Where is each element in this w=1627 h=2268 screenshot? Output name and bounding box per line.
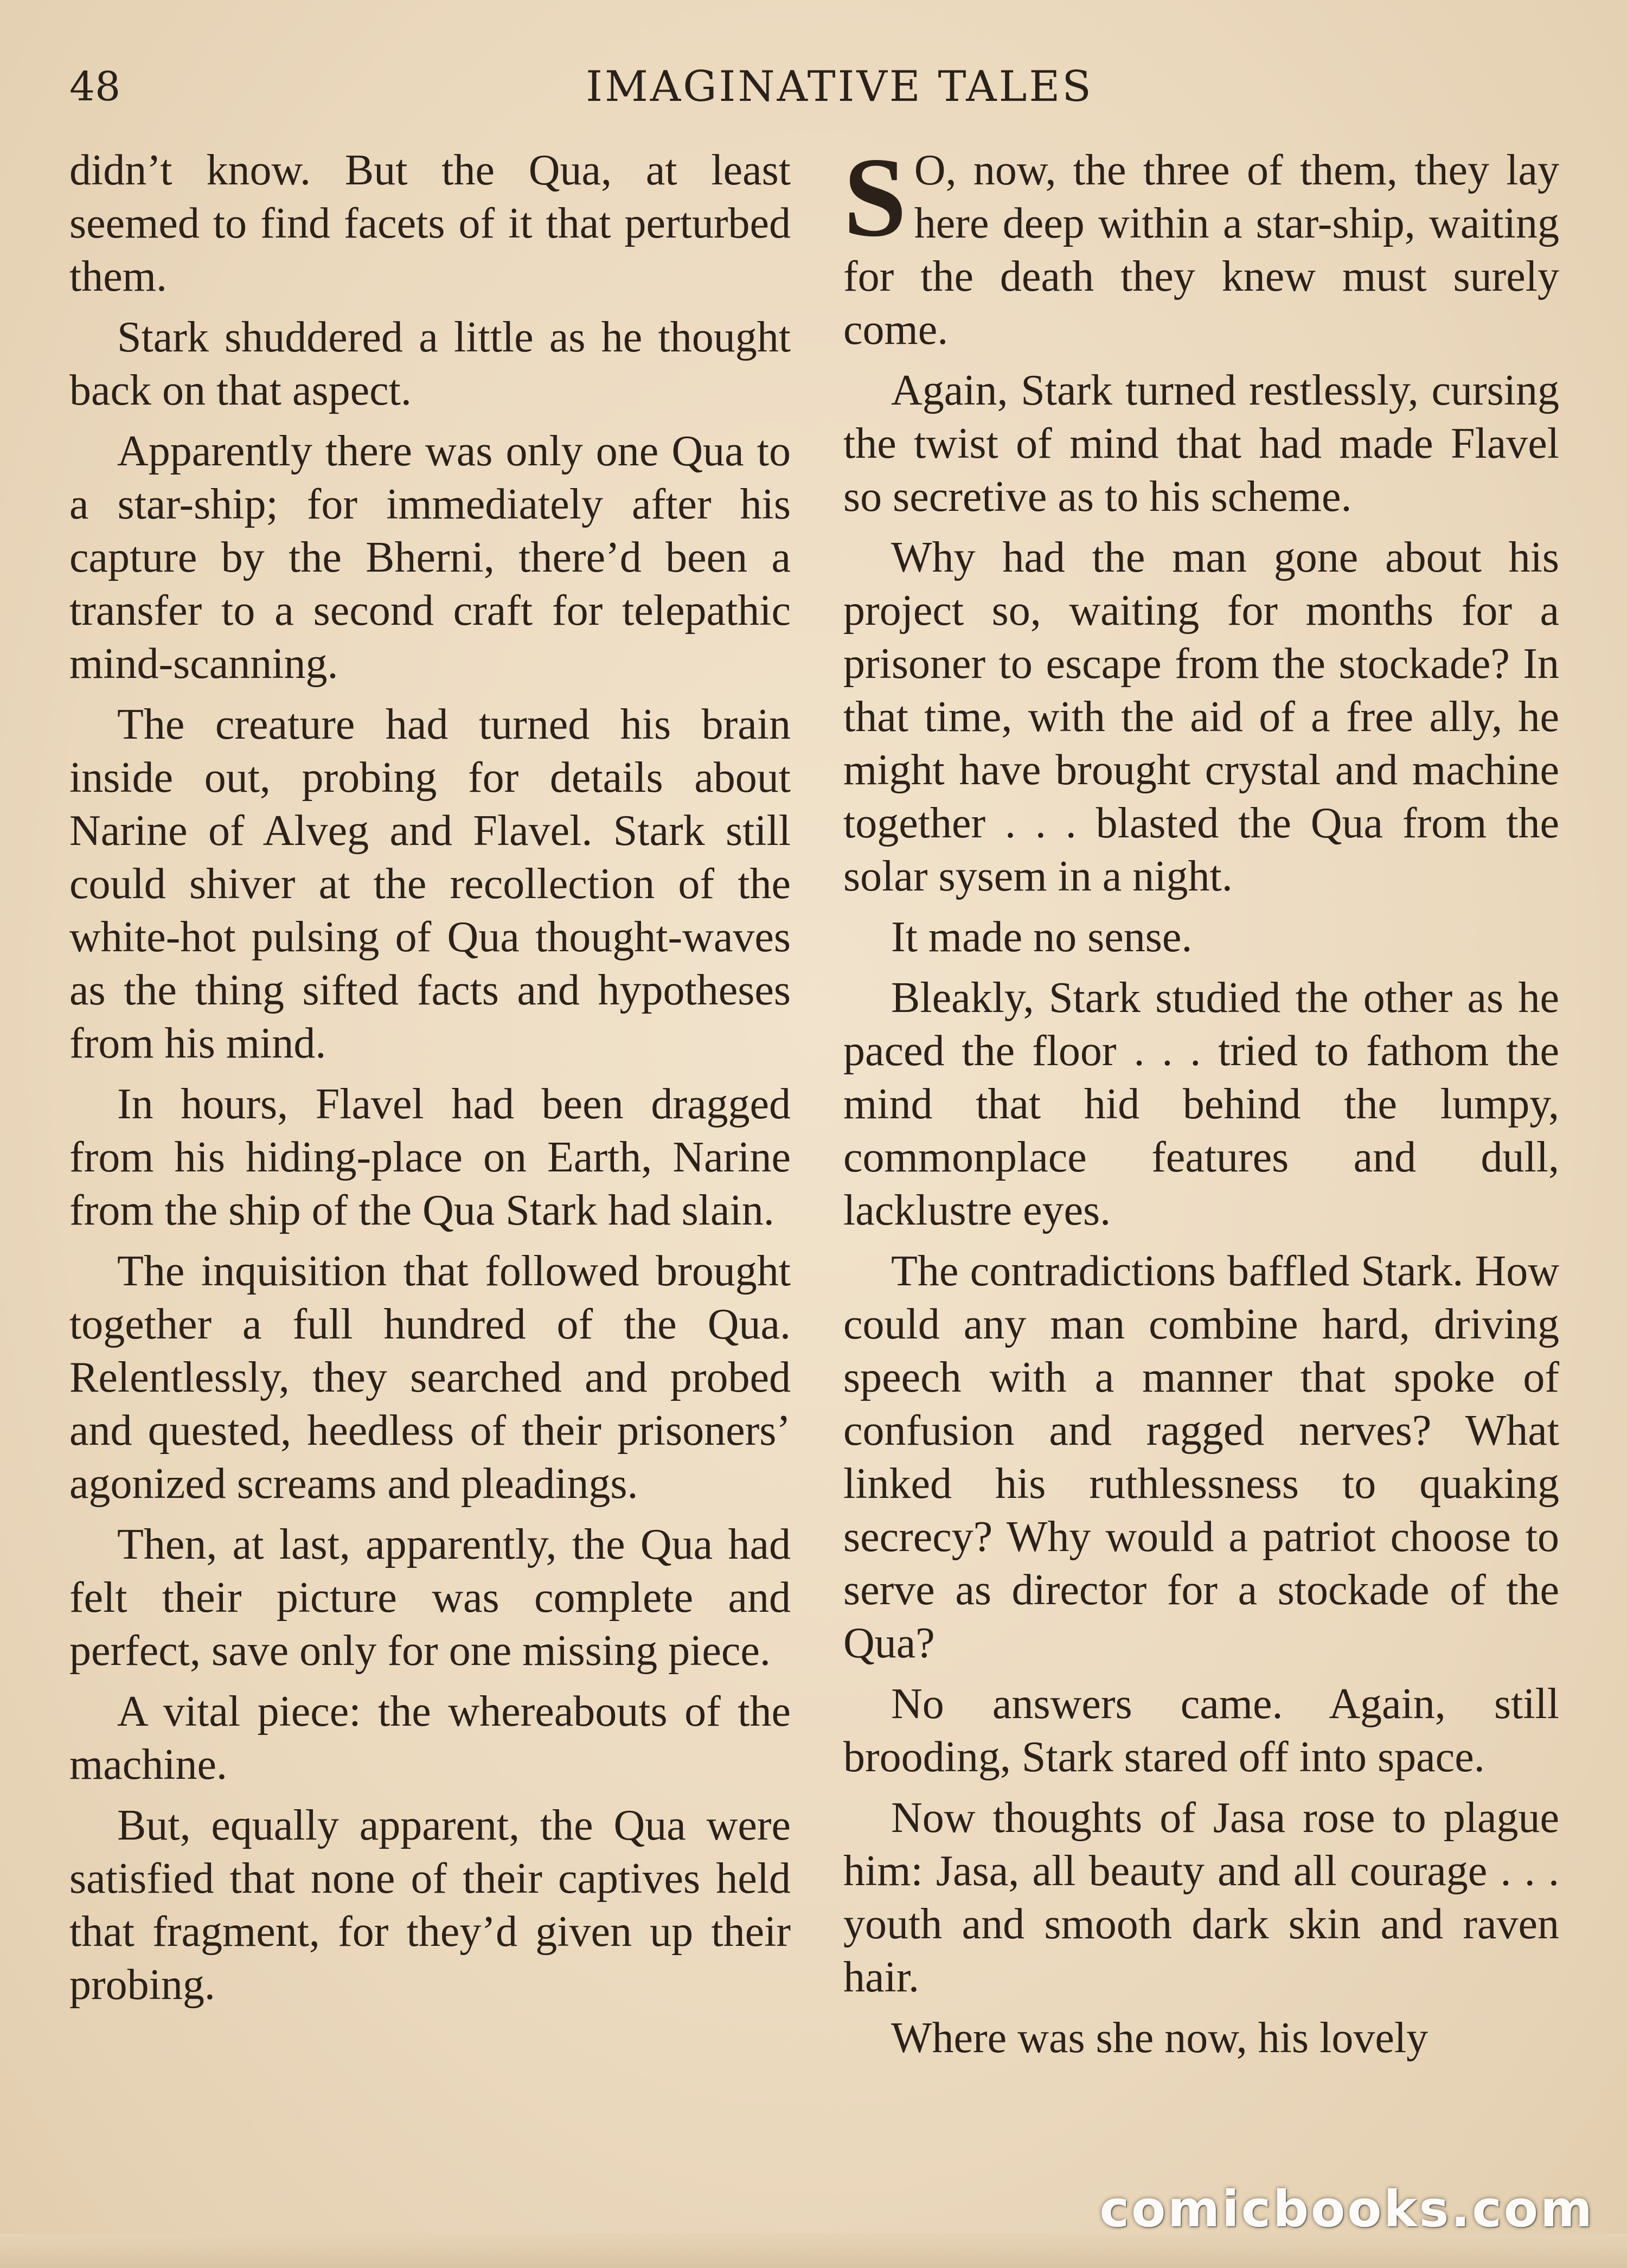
paragraph: Then, at last, apparently, the Qua had felt their picture was complete and perfect, save only for one missing piece. bbox=[69, 1521, 791, 1675]
left-column bbox=[69, 144, 791, 2019]
page-header bbox=[69, 57, 1566, 117]
paragraph: A vital piece: the whereabouts of the machine. bbox=[69, 1688, 791, 1789]
paragraph: Why had the man gone about his project so, waiting for months for a prisoner to escape from the stockade? In that time, with the aid of a free ally, he might have brought crystal and machine together . . . blasted the Qua from the solar sysem in a night. bbox=[843, 534, 1559, 900]
paragraph: didn’t know. But the Qua, at least seemed to find facets of it that perturbed them. bbox=[69, 146, 791, 300]
paragraph: The creature had turned his brain inside out, probing for details about Narine of Alveg and Flavel. Stark still could shiver at the recollection of the white-hot pulsing of Qua thought-waves as the thing sifted facts and hypotheses from his mind. bbox=[69, 701, 791, 1067]
right-column bbox=[843, 134, 1559, 2072]
site-watermark: comicbooks.com bbox=[1099, 2180, 1594, 2238]
paragraph: Again, Stark turned restlessly, cursing the twist of mind that had made Flavel so secretive as to his scheme. bbox=[843, 367, 1559, 521]
paragraph: Apparently there was only one Qua to a star-ship; for immediately after his capture by the Bherni, there’d been a transfer to a second craft for telepathic mind-scanning. bbox=[69, 427, 791, 688]
paragraph: Where was she now, his lovely bbox=[891, 2014, 1429, 2062]
paragraph: Now thoughts of Jasa rose to plague him: Jasa, all beauty and all courage . . . youth and smooth dark skin and raven hair. bbox=[843, 1794, 1559, 2001]
paragraph: It made no sense. bbox=[891, 913, 1193, 961]
drop-cap: S bbox=[843, 134, 907, 260]
page-number: 48 bbox=[69, 63, 121, 110]
paragraph: No answers came. Again, still brooding, Stark stared off into space. bbox=[843, 1680, 1559, 1781]
paragraph: In hours, Flavel had been dragged from his hiding-place on Earth, Narine from the ship of the Qua Stark had slain. bbox=[69, 1080, 791, 1234]
paragraph: Stark shuddered a little as he thought back on that aspect. bbox=[69, 313, 791, 414]
paragraph: The inquisition that followed brought together a full hundred of the Qua. Relentlessly, they searched and probed and quested, heedless of their prisoners’ agonized screams and pleadings. bbox=[69, 1247, 791, 1508]
paragraph: But, equally apparent, the Qua were satisfied that none of their captives held that fragment, for they’d given up their probing. bbox=[69, 1802, 791, 2009]
paragraph: The contradictions baffled Stark. How could any man combine hard, driving speech with a manner that spoke of confusion and ragged nerves? What linked his ruthlessness to quaking secrecy? Why would a patriot choose to serve as director for a stockade of the Qua? bbox=[843, 1247, 1559, 1667]
running-title: IMAGINATIVE TALES bbox=[586, 62, 1093, 111]
opening-paragraph-text: O, now, the three of them, they lay here deep within a star-ship, waiting for the death they knew must surely come. bbox=[843, 146, 1559, 354]
page-bottom-edge bbox=[0, 2234, 1627, 2268]
paragraph: Bleakly, Stark studied the other as he paced the floor . . . tried to fathom the mind that hid behind the lumpy, commonplace features and dull, lacklustre eyes. bbox=[843, 974, 1559, 1234]
opening-paragraph bbox=[843, 134, 1559, 356]
